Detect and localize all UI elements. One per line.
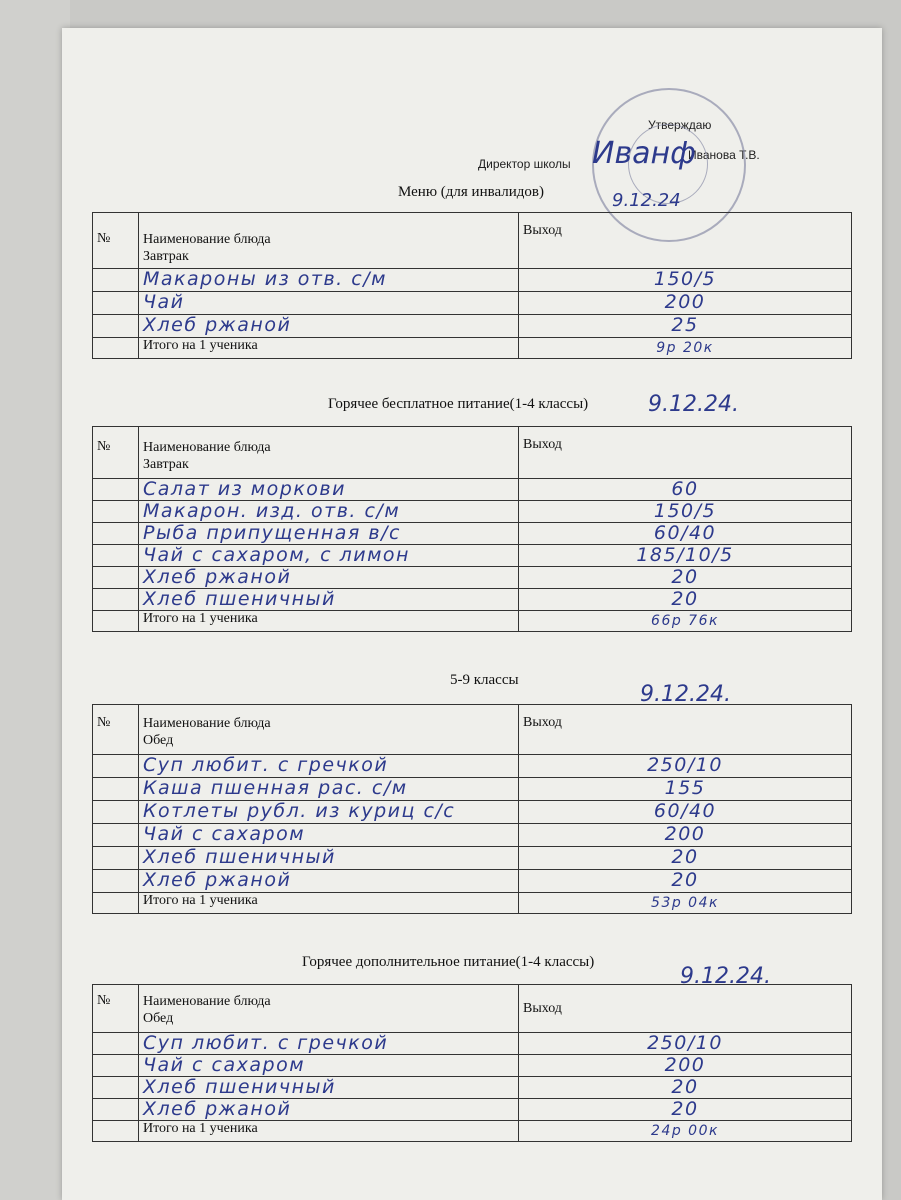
dish-output: 20 bbox=[519, 870, 852, 893]
section-date: 9.12.24. bbox=[648, 392, 739, 417]
dish-output: 200 bbox=[519, 1055, 852, 1077]
section-title: Горячее бесплатное питание(1-4 классы) bbox=[328, 396, 589, 412]
table-row bbox=[93, 1099, 852, 1121]
table-row bbox=[93, 778, 852, 801]
table-row bbox=[93, 292, 852, 315]
director-signature: Иванф bbox=[592, 136, 696, 171]
meal-label: Завтрак bbox=[143, 249, 189, 264]
dish-name: Чай с сахаром, с лимон bbox=[139, 545, 519, 567]
total-row bbox=[93, 611, 852, 632]
menu-table bbox=[92, 704, 852, 914]
approval-label: Утверждаю bbox=[648, 118, 712, 132]
meal-label: Обед bbox=[143, 733, 174, 748]
output-header: Выход bbox=[519, 213, 852, 269]
menu-table bbox=[92, 426, 852, 632]
table-row bbox=[93, 1077, 852, 1099]
dish-output: 20 bbox=[519, 1099, 852, 1121]
dish-name: Макароны из отв. с/м bbox=[139, 269, 519, 292]
dish-name: Суп любит. с гречкой bbox=[139, 755, 519, 778]
output-header: Выход bbox=[519, 427, 852, 479]
total-label: Итого на 1 ученика bbox=[139, 893, 519, 914]
table-row bbox=[93, 1033, 852, 1055]
background bbox=[0, 0, 70, 1200]
dish-output: 20 bbox=[519, 567, 852, 589]
output-header: Выход bbox=[519, 985, 852, 1033]
total-label: Итого на 1 ученика bbox=[139, 1121, 519, 1142]
dish-name: Суп любит. с гречкой bbox=[139, 1033, 519, 1055]
table-row bbox=[93, 545, 852, 567]
dish-name: Чай с сахаром bbox=[139, 1055, 519, 1077]
table-row bbox=[93, 501, 852, 523]
dish-name: Рыба припущенная в/с bbox=[139, 523, 519, 545]
stamp-date: 9.12.24 bbox=[612, 190, 681, 211]
dish-output: 155 bbox=[519, 778, 852, 801]
total-label: Итого на 1 ученика bbox=[139, 611, 519, 632]
section-date: 9.12.24. bbox=[680, 964, 771, 989]
dish-output: 250/10 bbox=[519, 1033, 852, 1055]
dish-name: Хлеб ржаной bbox=[139, 567, 519, 589]
total-value: 53р 04к bbox=[519, 893, 852, 914]
dish-name: Макарон. изд. отв. с/м bbox=[139, 501, 519, 523]
dish-output: 20 bbox=[519, 847, 852, 870]
table-header bbox=[93, 427, 852, 479]
dish-name: Хлеб ржаной bbox=[139, 315, 519, 338]
dish-output: 200 bbox=[519, 824, 852, 847]
dish-name: Котлеты рубл. из куриц с/с bbox=[139, 801, 519, 824]
output-header: Выход bbox=[519, 705, 852, 755]
dish-output: 250/10 bbox=[519, 755, 852, 778]
table-header bbox=[93, 985, 852, 1033]
table-header bbox=[93, 213, 852, 269]
num-header: № bbox=[93, 427, 139, 479]
dish-header: Наименование блюда Обед bbox=[139, 705, 519, 755]
total-row bbox=[93, 1121, 852, 1142]
table-row bbox=[93, 801, 852, 824]
director-position: Директор школы bbox=[478, 157, 571, 171]
total-row bbox=[93, 338, 852, 359]
table-row bbox=[93, 847, 852, 870]
section-title: 5-9 классы bbox=[450, 672, 519, 688]
dish-output: 60/40 bbox=[519, 523, 852, 545]
meal-label: Обед bbox=[143, 1011, 174, 1026]
director-name: Иванова Т.В. bbox=[688, 148, 760, 162]
table-header bbox=[93, 705, 852, 755]
table-row bbox=[93, 479, 852, 501]
menu-table bbox=[92, 212, 852, 359]
dish-header: Наименование блюда Обед bbox=[139, 985, 519, 1033]
total-row bbox=[93, 893, 852, 914]
table-row bbox=[93, 755, 852, 778]
num-header: № bbox=[93, 705, 139, 755]
table-row bbox=[93, 315, 852, 338]
dish-output: 185/10/5 bbox=[519, 545, 852, 567]
menu-table bbox=[92, 984, 852, 1142]
dish-name: Салат из моркови bbox=[139, 479, 519, 501]
section-title: Горячее дополнительное питание(1-4 классы) bbox=[302, 954, 595, 970]
dish-header: Наименование блюда Завтрак bbox=[139, 213, 519, 269]
meal-label: Завтрак bbox=[143, 457, 189, 472]
dish-output: 20 bbox=[519, 1077, 852, 1099]
dish-output: 150/5 bbox=[519, 501, 852, 523]
dish-name: Каша пшенная рас. с/м bbox=[139, 778, 519, 801]
dish-name: Чай с сахаром bbox=[139, 824, 519, 847]
total-value: 24р 00к bbox=[519, 1121, 852, 1142]
table-row bbox=[93, 269, 852, 292]
dish-name: Чай bbox=[139, 292, 519, 315]
dish-output: 60 bbox=[519, 479, 852, 501]
table-row bbox=[93, 1055, 852, 1077]
num-header: № bbox=[93, 213, 139, 269]
dish-output: 150/5 bbox=[519, 269, 852, 292]
dish-name: Хлеб пшеничный bbox=[139, 589, 519, 611]
section-title: Меню (для инвалидов) bbox=[398, 184, 544, 200]
section-date: 9.12.24. bbox=[640, 682, 731, 707]
table-row bbox=[93, 870, 852, 893]
dish-output: 200 bbox=[519, 292, 852, 315]
table-row bbox=[93, 567, 852, 589]
total-value: 9р 20к bbox=[519, 338, 852, 359]
dish-name: Хлеб ржаной bbox=[139, 1099, 519, 1121]
table-row bbox=[93, 824, 852, 847]
dish-name: Хлеб пшеничный bbox=[139, 1077, 519, 1099]
dish-output: 60/40 bbox=[519, 801, 852, 824]
dish-output: 25 bbox=[519, 315, 852, 338]
dish-name: Хлеб ржаной bbox=[139, 870, 519, 893]
table-row bbox=[93, 589, 852, 611]
total-label: Итого на 1 ученика bbox=[139, 338, 519, 359]
num-header: № bbox=[93, 985, 139, 1033]
dish-output: 20 bbox=[519, 589, 852, 611]
dish-header: Наименование блюда Завтрак bbox=[139, 427, 519, 479]
table-row bbox=[93, 523, 852, 545]
dish-name: Хлеб пшеничный bbox=[139, 847, 519, 870]
total-value: 66р 76к bbox=[519, 611, 852, 632]
